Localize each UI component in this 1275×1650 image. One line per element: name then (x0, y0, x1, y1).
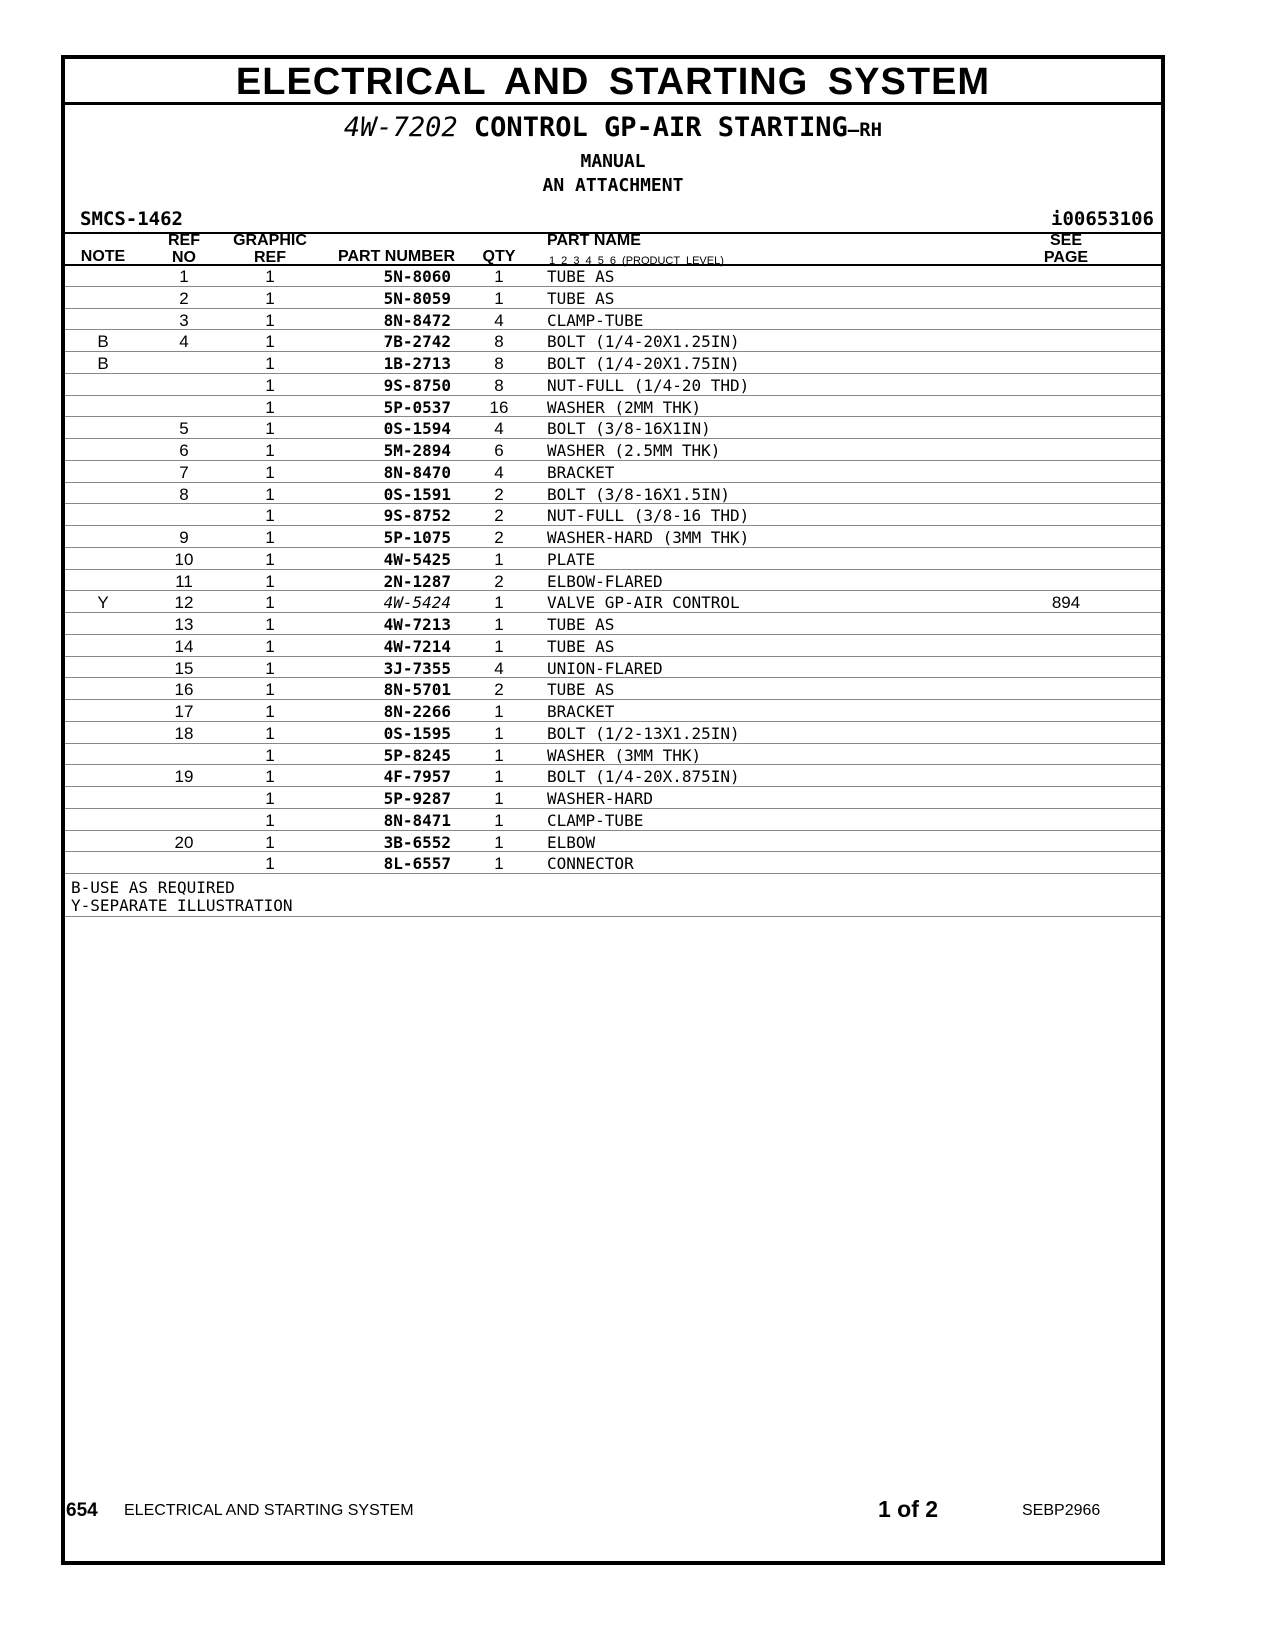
cell-ref-no: 4 (179, 332, 189, 352)
cell-ref-no: 13 (174, 615, 194, 634)
cell-part-name: WASHER-HARD (547, 789, 653, 808)
col-ref-no (157, 232, 211, 266)
cell-graphic-ref: 1 (265, 528, 275, 547)
cell-part-name: BOLT (1/4-20X1.25IN) (547, 332, 740, 352)
cell-part-name: ELBOW (547, 832, 596, 852)
col-part-number: PART NUMBER (337, 248, 455, 265)
cell-graphic-ref: 1 (265, 658, 275, 678)
cell-part-number: 4W-7214 (383, 636, 451, 656)
cell-part-number: 8N-8472 (383, 310, 451, 330)
cell-graphic-ref: 1 (265, 767, 275, 787)
note-b: B-USE AS REQUIRED (71, 878, 235, 897)
table-row (65, 287, 1161, 309)
notes-rule (65, 916, 1161, 917)
group-title (65, 112, 1161, 146)
cell-part-number: 5P-0537 (383, 397, 451, 417)
table-row (65, 678, 1161, 700)
table-row (65, 809, 1161, 831)
cell-ref-no: 20 (174, 832, 194, 852)
cell-part-name: UNION-FLARED (547, 658, 663, 678)
cell-part-name: NUT-FULL (3/8-16 THD) (547, 506, 750, 526)
notes-block (71, 879, 293, 915)
cell-graphic-ref: 1 (265, 354, 275, 373)
product-level-legend: 1 2 3 4 5 6 (PRODUCT LEVEL) (549, 255, 724, 267)
cell-part-name: BOLT (3/8-16X1.5IN) (547, 484, 731, 504)
cell-part-number: 7B-2742 (383, 332, 451, 352)
cell-ref-no: 3 (179, 310, 189, 330)
cell-ref-no: 2 (179, 288, 189, 308)
cell-part-name: WASHER-HARD (3MM THK) (547, 528, 750, 547)
table-row (65, 852, 1161, 874)
cell-qty: 4 (494, 419, 504, 439)
illustration-id: i00653106 (1051, 208, 1154, 230)
cell-qty: 1 (494, 267, 504, 286)
section-title: ELECTRICAL AND STARTING SYSTEM (65, 59, 1161, 105)
cell-qty: 16 (489, 397, 509, 417)
cell-graphic-ref: 1 (265, 832, 275, 852)
col-ref-no-line2: NO (172, 249, 196, 266)
cell-ref-no: 10 (174, 549, 194, 569)
cell-ref-no: 12 (174, 593, 194, 613)
group-subtitle-manual: MANUAL (580, 151, 646, 172)
table-row (65, 330, 1161, 352)
cell-qty: 2 (494, 571, 504, 591)
cell-qty: 1 (494, 615, 504, 634)
cell-qty: 1 (494, 593, 504, 613)
cell-graphic-ref: 1 (265, 854, 275, 874)
table-row (65, 352, 1161, 374)
group-name: CONTROL GP-AIR STARTING (473, 112, 848, 143)
col-ref-no-line1: REF (168, 232, 200, 249)
table-row (65, 831, 1161, 853)
table-row (65, 635, 1161, 657)
cell-qty: 2 (494, 506, 504, 526)
cell-part-number: 0S-1595 (383, 723, 451, 743)
cell-part-name: TUBE AS (547, 615, 615, 634)
cell-graphic-ref: 1 (265, 484, 275, 504)
table-row (65, 461, 1161, 483)
cell-qty: 2 (494, 484, 504, 504)
group-number[interactable]: 4W-7202 (343, 112, 458, 143)
cell-part-number: 4W-7213 (383, 615, 451, 634)
group-suffix: —RH (847, 119, 883, 141)
col-see-page-line1: SEE (1049, 232, 1082, 249)
cell-qty: 6 (494, 441, 504, 460)
page-frame (61, 55, 1165, 1565)
table-row (65, 591, 1161, 613)
col-graphic-ref-line1: GRAPHIC (233, 232, 307, 249)
cell-qty: 1 (494, 810, 504, 830)
col-qty: QTY (482, 248, 516, 265)
cell-graphic-ref: 1 (265, 332, 275, 352)
footer-sheet-count: 1 of 2 (878, 1496, 939, 1522)
cell-qty: 4 (494, 658, 504, 678)
cell-part-name: WASHER (2MM THK) (547, 397, 702, 417)
cell-qty: 4 (494, 462, 504, 482)
cell-part-number: 2N-1287 (383, 571, 451, 591)
cell-qty: 4 (494, 310, 504, 330)
table-row (65, 396, 1161, 418)
table-row (65, 374, 1161, 396)
cell-ref-no: 14 (174, 636, 194, 656)
cell-graphic-ref: 1 (265, 745, 275, 765)
cell-graphic-ref: 1 (265, 506, 275, 526)
cell-part-number: 8N-2266 (383, 702, 451, 721)
cell-part-name: VALVE GP-AIR CONTROL (547, 593, 740, 613)
col-note: NOTE (80, 248, 126, 265)
cell-graphic-ref: 1 (265, 810, 275, 830)
cell-qty: 1 (494, 288, 504, 308)
cell-graphic-ref: 1 (265, 593, 275, 613)
cell-qty: 8 (494, 332, 504, 352)
cell-part-number: 8N-8471 (383, 810, 451, 830)
cell-part-name: CONNECTOR (547, 854, 634, 874)
cell-note: Y (97, 593, 109, 613)
cell-graphic-ref: 1 (265, 571, 275, 591)
cell-part-number: 8N-8470 (383, 462, 451, 482)
cell-graphic-ref: 1 (265, 397, 275, 417)
footer-page-number: 654 (66, 1500, 98, 1521)
table-row (65, 744, 1161, 766)
cell-graphic-ref: 1 (265, 288, 275, 308)
cell-part-number: 0S-1594 (383, 419, 451, 439)
cell-ref-no: 6 (179, 441, 189, 460)
cell-part-number: 9S-8752 (383, 506, 451, 526)
cell-qty: 8 (494, 375, 504, 395)
cell-qty: 8 (494, 354, 504, 373)
col-graphic-ref (225, 232, 315, 266)
cell-part-number: 8L-6557 (383, 854, 451, 874)
cell-part-number: 1B-2713 (383, 354, 451, 373)
table-row (65, 722, 1161, 744)
table-row (65, 439, 1161, 461)
cell-see-page[interactable]: 894 (1051, 593, 1081, 613)
cell-part-name: BRACKET (547, 702, 615, 721)
cell-ref-no: 8 (179, 484, 189, 504)
cell-part-number: 5P-8245 (383, 745, 451, 765)
table-row (65, 548, 1161, 570)
cell-part-name: TUBE AS (547, 267, 615, 286)
cell-part-number: 5P-1075 (383, 528, 451, 547)
cell-graphic-ref: 1 (265, 789, 275, 808)
table-row (65, 765, 1161, 787)
cell-qty: 1 (494, 549, 504, 569)
cell-graphic-ref: 1 (265, 636, 275, 656)
cell-part-number: 3B-6552 (383, 832, 451, 852)
cell-part-number: 5M-2894 (383, 441, 451, 460)
cell-graphic-ref: 1 (265, 723, 275, 743)
cell-note: B (97, 332, 109, 352)
cell-graphic-ref: 1 (265, 375, 275, 395)
cell-part-number: 8N-5701 (383, 680, 451, 700)
cell-part-name: BOLT (1/4-20X1.75IN) (547, 354, 740, 373)
cell-part-name: WASHER (3MM THK) (547, 745, 702, 765)
col-part-name: PART NAME (547, 232, 641, 249)
cell-ref-no: 1 (179, 267, 189, 286)
cell-ref-no: 7 (179, 462, 189, 482)
cell-qty: 1 (494, 789, 504, 808)
cell-part-name: BOLT (1/2-13X1.25IN) (547, 723, 740, 743)
cell-graphic-ref: 1 (265, 702, 275, 721)
cell-part-number[interactable]: 4W-5424 (383, 593, 451, 613)
cell-ref-no: 11 (175, 571, 193, 591)
cell-part-name: WASHER (2.5MM THK) (547, 441, 721, 460)
cell-part-name: CLAMP-TUBE (547, 810, 644, 830)
cell-part-number: 5P-9287 (383, 789, 451, 808)
cell-part-number: 3J-7355 (383, 658, 451, 678)
col-graphic-ref-line2: REF (254, 249, 286, 266)
cell-ref-no: 15 (174, 658, 194, 678)
cell-ref-no: 18 (174, 723, 194, 743)
table-row (65, 657, 1161, 679)
cell-part-name: BOLT (1/4-20X.875IN) (547, 767, 740, 787)
cell-ref-no: 9 (179, 528, 189, 547)
col-see-page (1035, 232, 1097, 266)
cell-part-number: 4F-7957 (383, 767, 451, 787)
cell-ref-no: 17 (174, 702, 194, 721)
group-subtitle-attachment: AN ATTACHMENT (542, 175, 684, 196)
table-row (65, 526, 1161, 548)
cell-graphic-ref: 1 (265, 267, 275, 286)
cell-ref-no: 16 (174, 680, 194, 700)
cell-part-number: 9S-8750 (383, 375, 451, 395)
table-row (65, 700, 1161, 722)
parts-table (65, 265, 1161, 874)
cell-note: B (97, 354, 109, 373)
cell-qty: 1 (494, 745, 504, 765)
cell-graphic-ref: 1 (265, 549, 275, 569)
cell-part-number: 4W-5425 (383, 549, 451, 569)
footer-doc-id: SEBP2966 (1022, 1502, 1101, 1519)
cell-graphic-ref: 1 (265, 441, 275, 460)
cell-graphic-ref: 1 (265, 419, 275, 439)
table-row (65, 787, 1161, 809)
cell-part-name: TUBE AS (547, 288, 615, 308)
cell-qty: 1 (494, 854, 504, 874)
cell-qty: 1 (494, 832, 504, 852)
table-row (65, 483, 1161, 505)
cell-graphic-ref: 1 (265, 310, 275, 330)
cell-qty: 1 (494, 702, 504, 721)
cell-part-number: 5N-8060 (383, 267, 451, 286)
note-y: Y-SEPARATE ILLUSTRATION (71, 896, 293, 915)
cell-graphic-ref: 1 (265, 615, 275, 634)
footer-section: ELECTRICAL AND STARTING SYSTEM (124, 1502, 414, 1519)
table-row (65, 504, 1161, 526)
cell-ref-no: 19 (174, 767, 194, 787)
cell-qty: 1 (494, 767, 504, 787)
table-row (65, 265, 1161, 287)
cell-qty: 1 (494, 636, 504, 656)
cell-part-number: 0S-1591 (383, 484, 451, 504)
cell-part-name: ELBOW-FLARED (547, 571, 663, 591)
cell-part-number: 5N-8059 (383, 288, 451, 308)
smcs-code: SMCS-1462 (80, 208, 183, 230)
cell-part-name: NUT-FULL (1/4-20 THD) (547, 375, 750, 395)
table-row (65, 417, 1161, 439)
cell-graphic-ref: 1 (265, 462, 275, 482)
table-row (65, 613, 1161, 635)
table-row (65, 570, 1161, 592)
cell-part-name: CLAMP-TUBE (547, 310, 644, 330)
cell-graphic-ref: 1 (265, 680, 275, 700)
col-see-page-line2: PAGE (1043, 249, 1089, 266)
cell-qty: 2 (494, 528, 504, 547)
cell-part-name: BOLT (3/8-16X1IN) (547, 419, 711, 439)
cell-part-name: TUBE AS (547, 636, 615, 656)
cell-qty: 1 (494, 723, 504, 743)
cell-ref-no: 5 (179, 419, 189, 439)
table-row (65, 309, 1161, 331)
cell-part-name: BRACKET (547, 462, 615, 482)
cell-qty: 2 (494, 680, 504, 700)
cell-part-name: PLATE (547, 549, 596, 569)
cell-part-name: TUBE AS (547, 680, 615, 700)
